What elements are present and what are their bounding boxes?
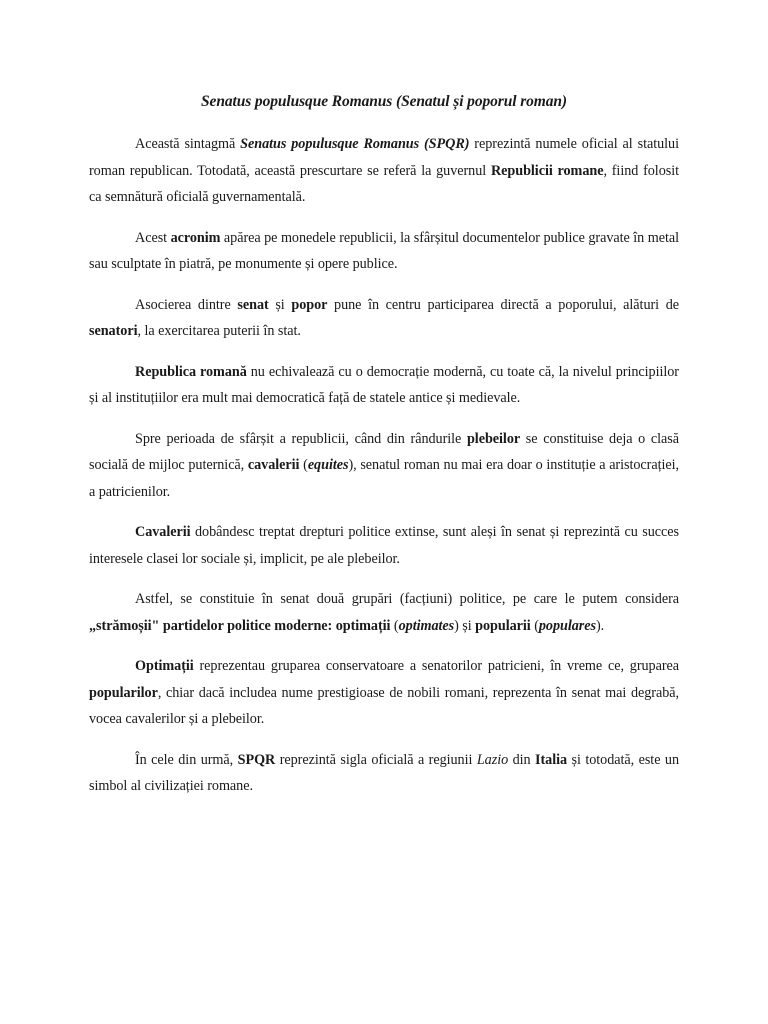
- paragraph-list: [89, 131, 679, 800]
- text-run: și: [268, 296, 292, 313]
- text-run: , la exercitarea puterii în stat.: [137, 323, 301, 339]
- emphasized-text: popularilor: [89, 684, 158, 701]
- paragraph: [89, 426, 679, 506]
- emphasized-text: Italia: [535, 751, 568, 768]
- text-run: pune în centru participarea directă a poporului, alături de: [327, 296, 680, 313]
- text-run: (: [390, 617, 399, 634]
- paragraph: [89, 225, 679, 278]
- text-run: Astfel, se constituie în senat două grupări (facțiuni) politice, pe care le putem considera: [135, 591, 679, 607]
- emphasized-text: populares: [538, 617, 596, 634]
- text-run: din: [508, 751, 536, 768]
- text-run: apărea pe monedele republicii, la sfârșitul documentelor publice gravate în metal sau sculptate în piatră, pe monumente și opere publice.: [89, 229, 679, 272]
- emphasized-text: Cavalerii: [135, 524, 191, 540]
- text-run: Această sintagmă: [135, 136, 241, 152]
- emphasized-text: popor: [291, 296, 328, 313]
- paragraph: [89, 359, 679, 412]
- text-run: nu echivalează cu o democrație modernă, cu toate că, la nivelul principiilor și al instituțiilor era mult mai democratică față de statele antice și medievale.: [89, 363, 679, 406]
- text-run: În cele din urmă,: [135, 751, 238, 768]
- emphasized-text: senatori: [89, 323, 138, 339]
- text-run: , chiar dacă includea nume prestigioase de nobili romani, reprezenta în senat mai degrabă, vocea cavalerilor și a plebeilor.: [89, 684, 679, 727]
- emphasized-text: cavalerii: [247, 457, 300, 473]
- text-run: ), senatul roman nu mai era doar o instituție a aristocrației, a patricienilor.: [89, 457, 679, 500]
- emphasized-text: Republicii romane: [490, 162, 604, 179]
- text-run: Acest: [135, 229, 171, 246]
- emphasized-text: popularii: [475, 617, 531, 634]
- paragraph: [89, 519, 679, 572]
- text-run: reprezintă numele oficial al statului roman republican. Totodată, această prescurtare se referă la guvernul: [89, 136, 679, 179]
- text-run: dobândesc treptat drepturi politice extinse, sunt aleși în senat și reprezintă cu succes interesele clasei lor sociale și, implicit, pe ale plebeilor.: [89, 524, 679, 567]
- text-run: reprezentau gruparea conservatoare a senatorilor patricieni, în vreme ce, gruparea: [193, 658, 679, 674]
- text-run: Spre perioada de sfârșit a republicii, când din rândurile: [135, 430, 467, 447]
- text-run: se constituise deja o clasă socială de mijloc puternică,: [89, 430, 679, 473]
- emphasized-text: acronim: [170, 229, 221, 246]
- paragraph: [89, 131, 679, 211]
- text-run: reprezintă sigla oficială a regiunii: [275, 751, 477, 768]
- emphasized-text: Optimații: [135, 658, 194, 674]
- emphasized-text: Republica romană: [135, 363, 247, 380]
- text-run: ) și: [454, 617, 476, 634]
- text-run: Asocierea dintre: [135, 296, 238, 313]
- text-run: și totodată, este un simbol al civilizației romane.: [89, 751, 679, 794]
- paragraph: [89, 653, 679, 733]
- text-run: (: [530, 617, 539, 634]
- emphasized-text: optimates: [398, 617, 455, 634]
- emphasized-text: equites: [307, 457, 349, 473]
- document-title: Senatus populusque Romanus (Senatul și poporul roman): [201, 93, 567, 110]
- document-body: [89, 90, 679, 814]
- emphasized-text: Senatus populusque Romanus (SPQR): [240, 136, 470, 152]
- text-run: (: [299, 457, 308, 473]
- paragraph: [89, 586, 679, 639]
- emphasized-text: plebeilor: [466, 430, 521, 447]
- paragraph: [89, 747, 679, 800]
- emphasized-text: „strămoșii" partidelor politice moderne: optimații: [89, 617, 391, 634]
- paragraph: [89, 292, 679, 345]
- text-run: ).: [595, 617, 605, 634]
- text-run: , fiind folosit ca semnătură oficială guvernamentală.: [89, 162, 679, 205]
- emphasized-text: SPQR: [237, 751, 276, 768]
- emphasized-text: Lazio: [476, 751, 509, 768]
- emphasized-text: senat: [237, 296, 269, 313]
